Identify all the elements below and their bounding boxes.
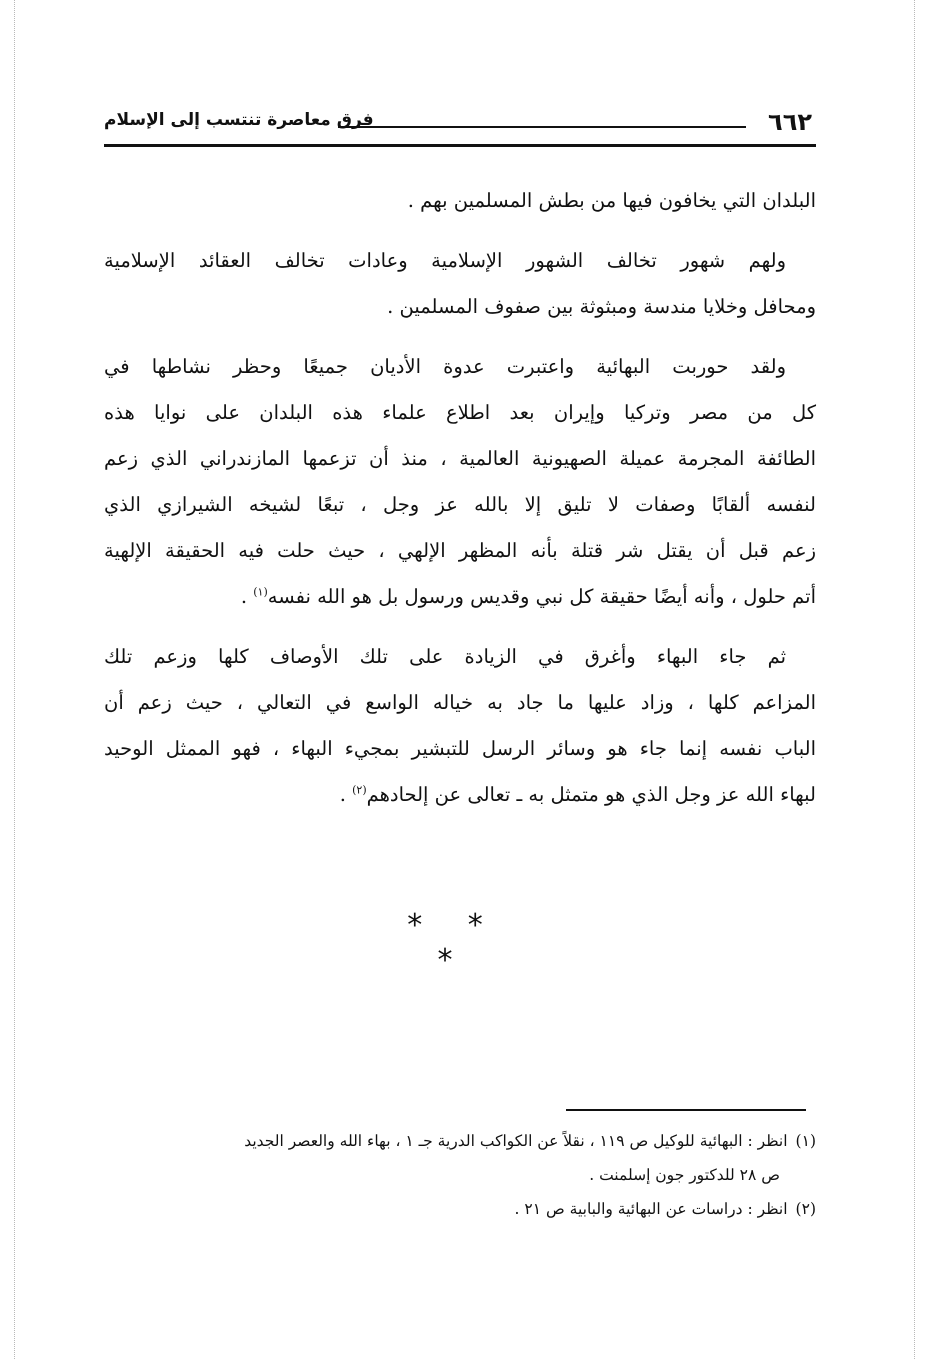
text-line: الباب نفسه إنما جاء هو وسائر الرسل للتبشير بمجيء البهاء ، فهو الممثل الوحيد — [104, 737, 816, 760]
text-line: البلدان التي يخافون فيها من بطش المسلمين بهم . — [407, 189, 816, 212]
text-line: الطائفة المجرمة عميلة الصهيونية العالمية ، منذ أن تزعمها المازندراني الذي زعم — [104, 447, 816, 470]
page-number: ٦٦٢ — [768, 108, 812, 136]
footnotes — [104, 1124, 816, 1226]
text-line: زعم قبل أن يقتل شر قتلة بأنه المظهر الإلهي ، حيث حلت فيه الحقيقة الإلهية — [104, 539, 816, 562]
footnote-2 — [104, 1192, 816, 1226]
sentence-end: . — [240, 585, 254, 608]
text-line-last — [104, 772, 816, 818]
paragraph-2 — [104, 238, 816, 330]
footnote-ref-2[interactable]: (٢) — [352, 783, 367, 797]
footnote-number: (٢) — [795, 1200, 816, 1218]
running-title: فرق معاصرة تنتسب إلى الإسلام — [104, 110, 374, 130]
paragraph-4 — [104, 634, 816, 818]
header-rule — [104, 144, 816, 147]
text-line: أتم حلول ، وأنه أيضًا حقيقة كل نبي وقديس ورسول بل هو الله نفسه — [267, 585, 816, 608]
text-line-last — [104, 574, 816, 620]
text-line: ولهم شهور تخالف الشهور الإسلامية وعادات تخالف العقائد الإسلامية — [104, 249, 786, 272]
text-line: ومحافل وخلايا مندسة ومبثوثة بين صفوف المسلمين . — [387, 295, 816, 318]
footnote-number: (١) — [795, 1132, 816, 1150]
footnote-ref-1[interactable]: (١) — [253, 585, 268, 599]
footnote-text: انظر : دراسات عن البهائية والبابية ص ٢١ . — [514, 1200, 788, 1218]
running-header — [104, 100, 816, 140]
header-dash — [338, 126, 746, 128]
text-line: لبهاء الله عز وجل الذي هو متمثل به ـ تعالى عن إلحادهم — [366, 783, 816, 806]
scan-guide-right — [914, 0, 915, 1359]
sentence-end: . — [339, 783, 353, 806]
text-line: ثم جاء البهاء وأغرق في الزيادة على تلك الأوصاف كلها وزعم تلك — [104, 645, 786, 668]
text-line: المزاعم كلها ، وزاد عليها ما جاد به خياله الواسع في التعالي ، حيث زعم أن — [104, 691, 816, 714]
footnote-rule — [566, 1109, 806, 1111]
text-line: كل من مصر وتركيا وإيران بعد اطلاع علماء هذه البلدان على نوايا هذه — [104, 401, 816, 424]
paragraph-1 — [104, 178, 816, 224]
scan-guide-left — [14, 0, 15, 1359]
footnote-text: انظر : البهائية للوكيل ص ١١٩ ، نقلاً عن الكواكب الدرية جـ ١ ، بهاء الله والعصر الجديد — [244, 1132, 788, 1150]
paragraph-3 — [104, 344, 816, 620]
text-line: لنفسه ألقابًا وصفات لا تليق إلا بالله عز وجل ، تبعًا لشيخه الشيرازي الذي — [104, 493, 816, 516]
footnote-1 — [104, 1124, 816, 1158]
body-text — [104, 178, 816, 832]
footnote-1-continued: ص ٢٨ للدكتور جون إسلمنت . — [589, 1166, 780, 1184]
text-line: ولقد حوربت البهائية واعتبرت عدوة الأديان جميعًا وحظر نشاطها في — [104, 355, 786, 378]
section-separator: * * * — [407, 908, 501, 978]
